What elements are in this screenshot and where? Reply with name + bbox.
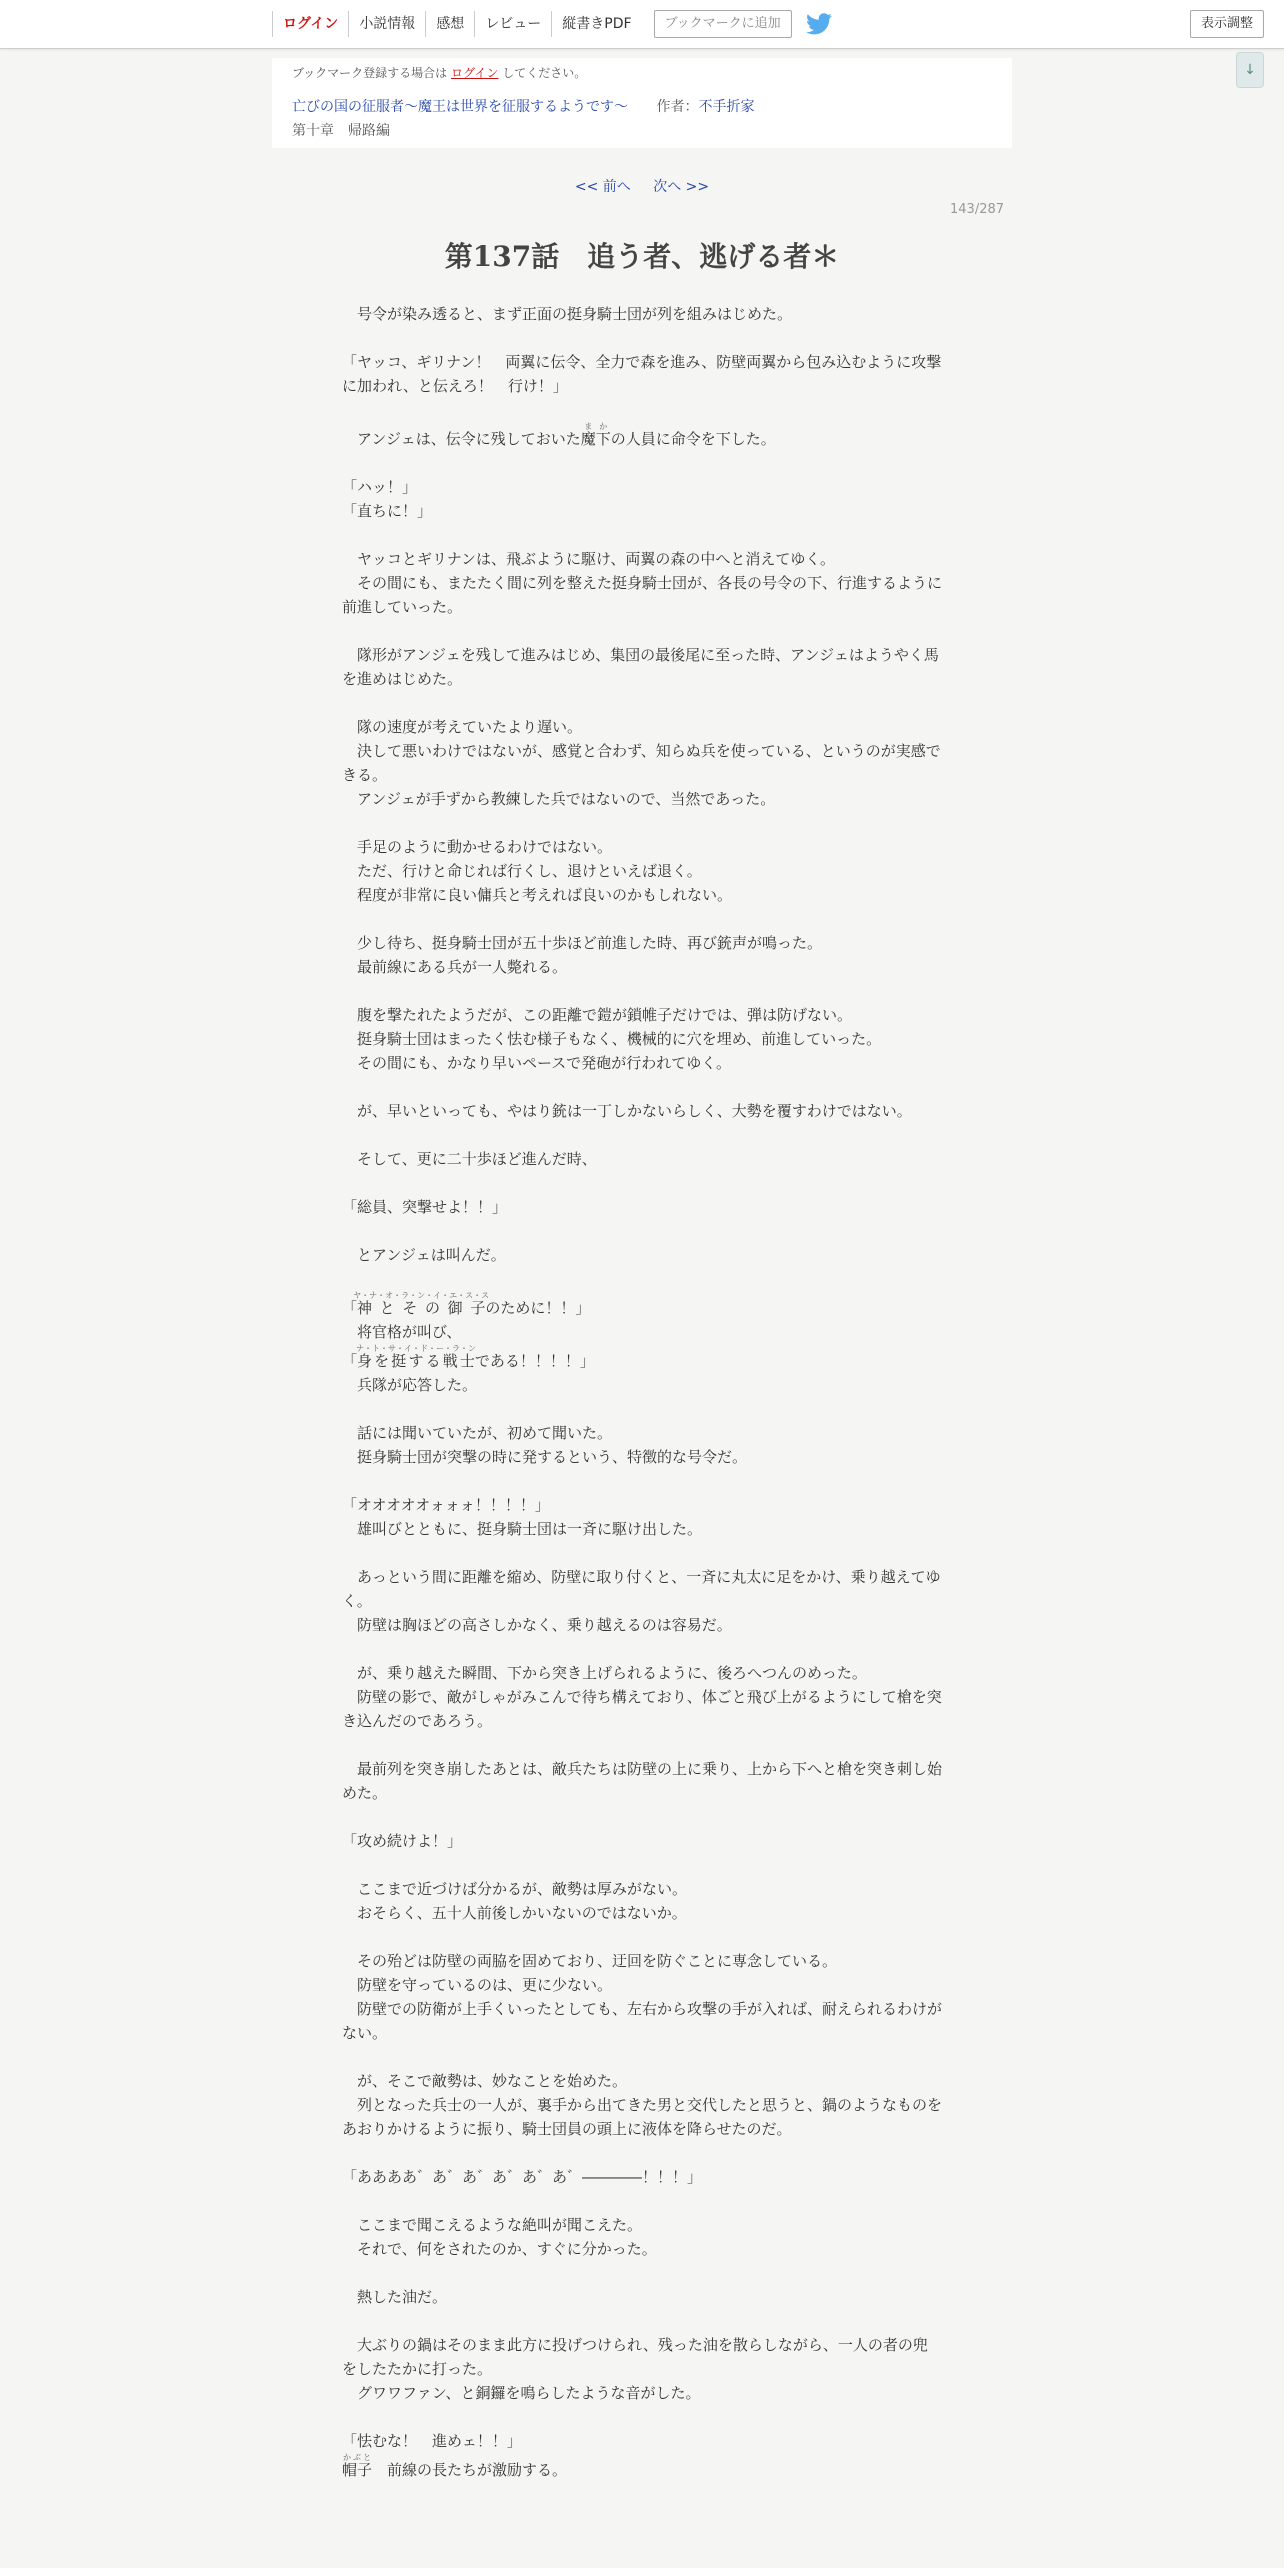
body-line (342, 1291, 942, 1320)
body-line: 号令が染み透ると、まず正面の挺身騎士団が列を組みはじめた。 (342, 305, 793, 323)
author-link[interactable]: 不手折家 (698, 99, 755, 115)
twitter-icon[interactable] (806, 13, 832, 35)
ruby-reading: ナ・ト・サ・イ・ド・ー・ラ・ン (355, 1344, 476, 1353)
body-line: 列となった兵士の一人が、裏手から出てきた男と交代したと思うと、鍋のようなものをあおりかけるように振り、騎士団員の頭上に液体を降らせたのだ。 (342, 2096, 943, 2138)
body-line: 「ああああ゛あ゛あ゛あ゛あ゛あ゛――――！！！」 (342, 2168, 703, 2186)
body-line (342, 619, 942, 643)
body-line: 挺身騎士団が突撃の時に発するという、特徴的な号令だ。 (342, 1448, 748, 1466)
notice-login-link[interactable]: ログイン (451, 66, 499, 80)
novel-title-link[interactable]: 亡びの国の征服者～魔王は世界を征服するようです～ (292, 99, 628, 115)
text-span: 前線の長たちが激励する。 (372, 2461, 568, 2479)
body-line (342, 1925, 942, 1949)
body-line: 「直ちに！」 (342, 502, 433, 520)
body-line: 「攻め続けよ！」 (342, 1832, 463, 1850)
body-line: ただ、行けと命じれば行くし、退けといえば退く。 (342, 862, 702, 880)
ruby-base: 魔下 (580, 430, 611, 448)
body-line: 雄叫びとともに、挺身騎士団は一斉に駆け出した。 (342, 1520, 703, 1538)
body-line: その殆どは防壁の両脇を固めており、迂回を防ぐことに専念している。 (342, 1952, 838, 1970)
body-line: 隊形がアンジェを残して進みはじめ、集団の最後尾に至った時、アンジェはようやく馬を進めはじめた。 (342, 646, 939, 688)
body-line (342, 979, 942, 1003)
next-link[interactable]: 次へ >> (653, 179, 710, 195)
body-line: 決して悪いわけではないが、感覚と合わず、知らぬ兵を使っている、というのが実感できる。 (342, 742, 941, 784)
body-line: 将官格が叫び、 (342, 1323, 462, 1341)
ruby-text (342, 2453, 373, 2479)
body-line: が、そこで敵勢は、妙なことを始めた。 (342, 2072, 628, 2090)
body-line (342, 2309, 942, 2333)
body-line: その間にも、またたく間に列を整えた挺身騎士団が、各長の号令の下、行進するように前進していった。 (342, 574, 943, 616)
ruby-base: 帽子 (342, 2461, 373, 2479)
body-line (342, 1267, 942, 1291)
top-nav-bar (0, 0, 1284, 49)
body-line: 「総員、突撃せよ！！」 (342, 1198, 508, 1216)
body-line: 話には聞いていたが、初めて聞いた。 (342, 1424, 613, 1442)
body-line (342, 422, 942, 451)
body-line: 挺身騎士団はまったく怯む様子もなく、機械的に穴を埋め、前進していった。 (342, 1030, 882, 1048)
novel-body (342, 302, 942, 2482)
body-line (342, 1344, 942, 1373)
body-line: 腹を撃たれたようだが、この距離で鎧が鎖帷子だけでは、弾は防げない。 (342, 1006, 853, 1024)
chapter-title: 第十章 帰路編 (292, 123, 390, 139)
ruby-text (353, 1291, 490, 1317)
body-line: 熱した油だ。 (342, 2288, 448, 2306)
body-line (342, 1469, 942, 1493)
body-line: 大ぶりの鍋はそのまま此方に投げつけられ、残った油を散らしながら、一人の者の兜をしたたかに打った。 (342, 2336, 928, 2378)
nav-menu (272, 10, 832, 38)
text-span: である！！！！」 (474, 1352, 595, 1370)
ruby-text (355, 1344, 476, 1370)
body-line: それで、何をされたのか、すぐに分かった。 (342, 2240, 657, 2258)
body-line: が、早いといっても、やはり銃は一丁しかないらしく、大勢を覆すわけではない。 (342, 1102, 912, 1120)
body-line (342, 1075, 942, 1099)
body-line: あっという間に距離を縮め、防壁に取り付くと、一斉に丸太に足をかけ、乗り越えてゆく。 (342, 1568, 941, 1610)
body-line (342, 2045, 942, 2069)
body-line: 防壁の影で、敵がしゃがみこんで待ち構えており、体ごと飛び上がるようにして槍を突き込んだのであろう。 (342, 1688, 942, 1730)
body-line: 「ヤッコ、ギリナン！ 両翼に伝令、全力で森を進み、防壁両翼から包み込むように攻撃に加われ、と伝えろ！ 行け！」 (342, 353, 942, 395)
body-line: ここまで近づけば分かるが、敵勢は厚みがない。 (342, 1880, 688, 1898)
body-line: 少し待ち、挺身騎士団が五十歩ほど前進した時、再び銃声が鳴った。 (342, 934, 823, 952)
display-settings-button[interactable]: 表示調整 (1190, 10, 1264, 38)
body-line (342, 811, 942, 835)
ruby-base: 神とその御子 (353, 1299, 490, 1317)
episode-pager (0, 176, 1284, 196)
text-span: の人員に命令を下した。 (610, 430, 776, 448)
prev-link[interactable]: << 前へ (574, 179, 631, 195)
body-line (342, 2453, 942, 2482)
body-line: 防壁は胸ほどの高さしかなく、乗り越えるのは容易だ。 (342, 1616, 732, 1634)
body-line: アンジェが手ずから教練した兵ではないので、当然であった。 (342, 790, 776, 808)
body-line: 程度が非常に良い傭兵と考えれば良いのかもしれない。 (342, 886, 733, 904)
body-line (342, 691, 942, 715)
text-span: 「 (342, 1352, 358, 1370)
body-line (342, 398, 942, 422)
body-line (342, 2189, 942, 2213)
vertical-pdf-link[interactable]: 縦書きPDF (551, 11, 641, 37)
body-line: グワワファン、と銅鑼を鳴らしたような音がした。 (342, 2384, 701, 2402)
body-line: 最前列を突き崩したあとは、敵兵たちは防壁の上に乗り、上から下へと槍を突き刺し始めた。 (342, 1760, 943, 1802)
novel-info-link[interactable]: 小説情報 (348, 11, 425, 37)
text-span: のために！！」 (485, 1299, 591, 1317)
body-line: 手足のように動かせるわけではない。 (342, 838, 613, 856)
login-link[interactable]: ログイン (272, 11, 348, 37)
body-line (342, 326, 942, 350)
novel-title-row (292, 96, 754, 116)
body-line (342, 2405, 942, 2429)
body-line (342, 2261, 942, 2285)
body-line: ここまで聞こえるような絶叫が聞こえた。 (342, 2216, 643, 2234)
body-line (342, 523, 942, 547)
body-line (342, 2141, 942, 2165)
body-line (342, 1123, 942, 1147)
body-line: 最前線にある兵が一人斃れる。 (342, 958, 568, 976)
notice-text-before: ブックマーク登録する場合は (292, 66, 448, 80)
ruby-reading: かぶと (342, 2453, 373, 2462)
body-line: とアンジェは叫んだ。 (342, 1246, 506, 1264)
body-line: が、乗り越えた瞬間、下から突き上げられるように、後ろへつんのめった。 (342, 1664, 867, 1682)
review-link[interactable]: レビュー (474, 11, 551, 37)
author-label: 作者： (656, 99, 699, 115)
add-bookmark-button[interactable]: ブックマークに追加 (654, 10, 792, 38)
body-line: 防壁を守っているのは、更に少ない。 (342, 1976, 613, 1994)
ruby-base: 身を挺する戦士 (355, 1352, 476, 1370)
body-line: 防壁での防衛が上手くいったとしても、左右から攻撃の手が入れば、耐えられるわけがない。 (342, 2000, 943, 2042)
scroll-down-icon[interactable]: ↓ (1236, 52, 1264, 88)
page-count: 143/287 (950, 202, 1005, 217)
ruby-text (580, 422, 611, 448)
text-span: アンジェは、伝令に残しておいた (342, 430, 581, 448)
body-line: そして、更に二十歩ほど進んだ時、 (342, 1150, 597, 1168)
body-line: 「オオオオオォォォ！！！！」 (342, 1496, 550, 1514)
body-line: その間にも、かなり早いペースで発砲が行われてゆく。 (342, 1054, 731, 1072)
notice-text-after: してください。 (502, 66, 587, 80)
novel-info-box (272, 58, 1012, 148)
body-line: 兵隊が応答した。 (342, 1376, 478, 1394)
impressions-link[interactable]: 感想 (425, 11, 474, 37)
body-line (342, 1171, 942, 1195)
body-line (342, 907, 942, 931)
body-line (342, 1637, 942, 1661)
body-line: 隊の速度が考えていたより遅い。 (342, 718, 583, 736)
body-line (342, 1853, 942, 1877)
body-line (342, 1733, 942, 1757)
body-line (342, 1397, 942, 1421)
body-line (342, 1219, 942, 1243)
ruby-reading: ヤ・ナ・オ・ラ・ン・イ・エ・ス・ス (353, 1291, 490, 1300)
body-line (342, 451, 942, 475)
body-line: ヤッコとギリナンは、飛ぶように駆け、両翼の森の中へと消えてゆく。 (342, 550, 836, 568)
body-line (342, 1541, 942, 1565)
episode-title: 第137話 追う者、逃げる者＊ (444, 240, 840, 273)
body-line: おそらく、五十人前後しかいないのではないか。 (342, 1904, 687, 1922)
text-span: 「 (342, 1299, 358, 1317)
body-line (342, 1805, 942, 1829)
body-line: 「ハッ！」 (342, 478, 418, 496)
ruby-reading: まか (580, 422, 611, 431)
login-notice (292, 64, 586, 81)
body-line: 「怯むな！ 進めェ！！」 (342, 2432, 522, 2450)
